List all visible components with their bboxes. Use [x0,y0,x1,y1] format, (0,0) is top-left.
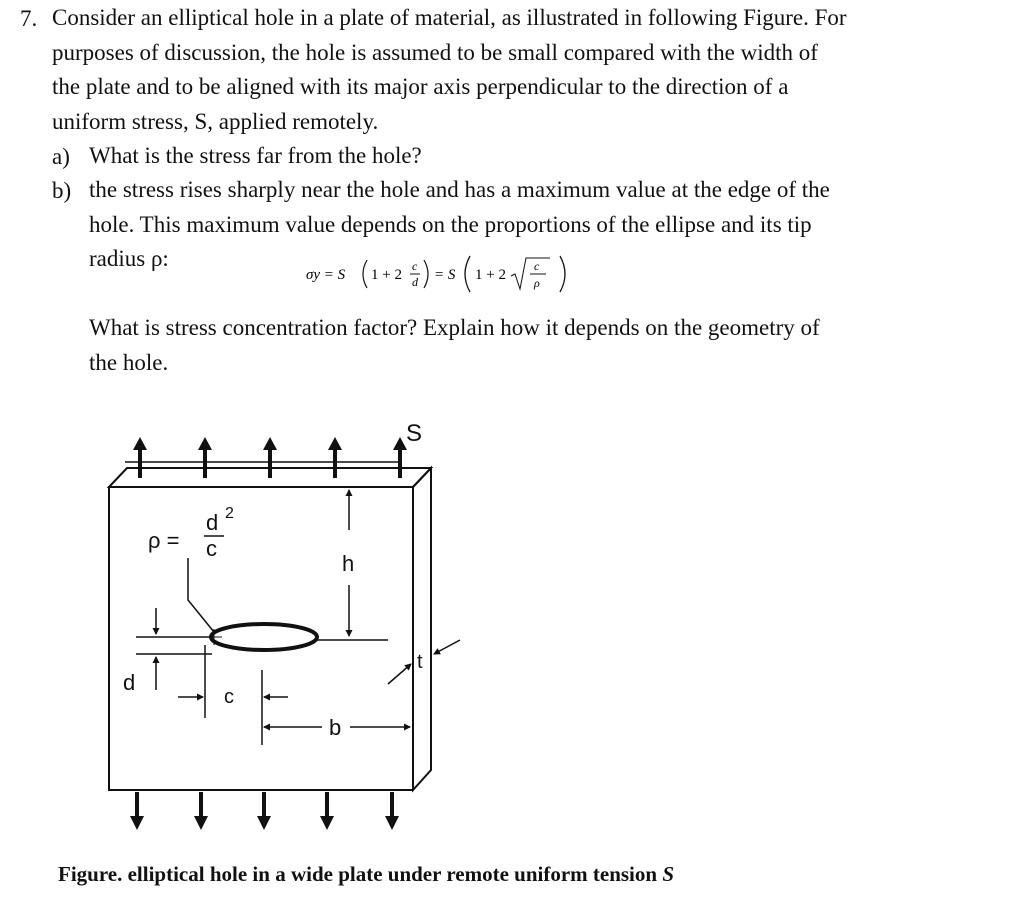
part-a-label: a) [52,144,70,169]
bottom-arrow-1 [130,792,144,830]
bottom-arrow-5 [385,792,399,830]
rho-pointer [188,558,214,632]
top-stress-arrows [125,437,407,478]
bottom-arrow-4 [320,792,334,830]
rho-numerator: d [206,510,219,535]
t-arrow-lower [388,664,411,684]
part-a-text: What is the stress far from the hole? [89,143,422,168]
bottom-arrow-3 [257,792,271,830]
t-label: t [417,651,423,673]
intro-line-3: the plate and to be aligned with its major axis perpendicular to the direction of a [52,74,789,99]
d-label: d [123,670,136,695]
top-arrow-3 [263,437,277,478]
rho-label: ρ = [148,528,180,553]
top-arrow-4 [328,437,342,478]
formula-frac-den: d [412,275,418,289]
bottom-arrow-2 [194,792,208,830]
h-label: h [342,551,355,576]
top-arrow-5 [393,437,407,478]
part-b-line-1: the stress rises sharply near the hole and has a maximum value at the edge of the [89,177,830,202]
part-b-label: b) [52,178,72,203]
part-b-followup-2: the hole. [89,349,169,375]
formula-middle: = S [434,267,456,283]
part-b-line-3: radius ρ: [89,246,169,271]
part-b-line-2: hole. This maximum value depends on the proportions of the ellipse and its tip [89,211,812,237]
formula-one-plus-two-2: 1 + 2 [475,267,506,283]
figure-caption [58,862,674,887]
question-number: 7. [20,6,38,31]
rho-exponent: 2 [225,505,234,522]
caption-symbol: S [662,862,675,886]
top-arrow-2 [198,437,212,478]
top-arrow-1 [133,437,147,478]
caption-text: Figure. elliptical hole in a wide plate under remote uniform tension [58,862,663,886]
intro-line-1: Consider an elliptical hole in a plate of material, as illustrated in following Figure. For [52,5,847,30]
formula-sqrt-num: c [534,259,540,273]
intro-line-2: purposes of discussion, the hole is assumed to be small compared with the width of [52,39,818,65]
rho-denominator: c [206,536,217,561]
part-b-followup-1: What is stress concentration factor? Explain how it depends on the geometry of [89,315,820,340]
stress-label-s: S [406,420,423,447]
formula-lhs: σy = S [306,267,346,283]
t-arrow-upper [434,640,460,654]
intro-line-4: uniform stress, S, applied remotely. [52,108,379,134]
bottom-stress-arrows [130,792,399,830]
formula-one-plus-two-1: 1 + 2 [371,267,402,283]
formula-sqrt-den: ρ [534,276,540,290]
b-label: b [329,715,342,740]
formula-frac-num: c [412,259,418,273]
elliptical-hole [211,624,317,650]
c-label: c [224,686,234,708]
plate [109,468,431,790]
